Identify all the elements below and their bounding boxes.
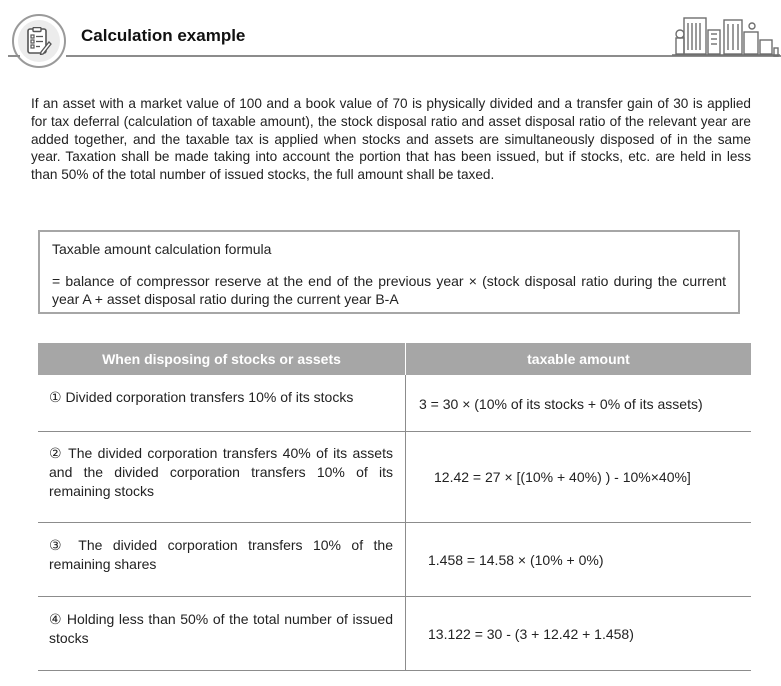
page-title: Calculation example: [81, 26, 246, 45]
header-disposal-case: When disposing of stocks or assets: [38, 343, 406, 375]
disposal-case-cell: ① Divided corporation transfers 10% of its stocks: [38, 375, 406, 431]
formula-body: = balance of compressor reserve at the end of the previous year × (stock disposal ratio during the current year A + asset disposal ratio during the current year B-A: [52, 273, 726, 307]
taxable-amount-cell: 3 = 30 × (10% of its stocks + 0% of its assets): [419, 396, 703, 412]
table-header: [38, 343, 751, 375]
header-logo: [12, 14, 66, 68]
table-row: [38, 432, 751, 523]
city-buildings-icon: [672, 14, 780, 65]
taxable-amount-cell: 1.458 = 14.58 × (10% + 0%): [428, 551, 604, 568]
disposal-case-cell: ③ The divided corporation transfers 10% of the remaining shares: [38, 523, 406, 596]
table-row: [38, 523, 751, 597]
checklist-document-icon: [18, 20, 60, 62]
header-rule-left: [8, 55, 20, 57]
table-row: [38, 597, 751, 671]
disposal-case-cell: ② The divided corporation transfers 40% of its assets and the divided corporation transfers 10% of its remaining stocks: [38, 432, 406, 522]
formula-title: Taxable amount calculation formula: [52, 241, 272, 257]
header-taxable-amount: taxable amount: [527, 351, 630, 367]
page-header: [0, 0, 781, 70]
calculation-table: [38, 343, 751, 671]
intro-paragraph: If an asset with a market value of 100 and a book value of 70 is physically divided and a transfer gain of 30 is applied for tax deferral (calculation of taxable amount), the stock disposal ratio and asset disposal ratio of the relevant year are added together, and the taxable tax is applied when stocks and assets are simultaneously disposed of in the same year. Taxation shall be made taking into account the portion that has been issued, but if stocks, etc. are held in less than 50% of the total number of issued stocks, the full amount shall be taxed.: [31, 96, 751, 183]
taxable-amount-cell: 12.42 = 27 × [(10% + 40%) ) - 10%×40%]: [434, 469, 691, 485]
taxable-amount-cell: 13.122 = 30 - (3 + 12.42 + 1.458): [428, 625, 634, 642]
formula-box: [38, 230, 740, 314]
disposal-case-cell: ④ Holding less than 50% of the total number of issued stocks: [38, 597, 406, 670]
table-row: [38, 375, 751, 432]
